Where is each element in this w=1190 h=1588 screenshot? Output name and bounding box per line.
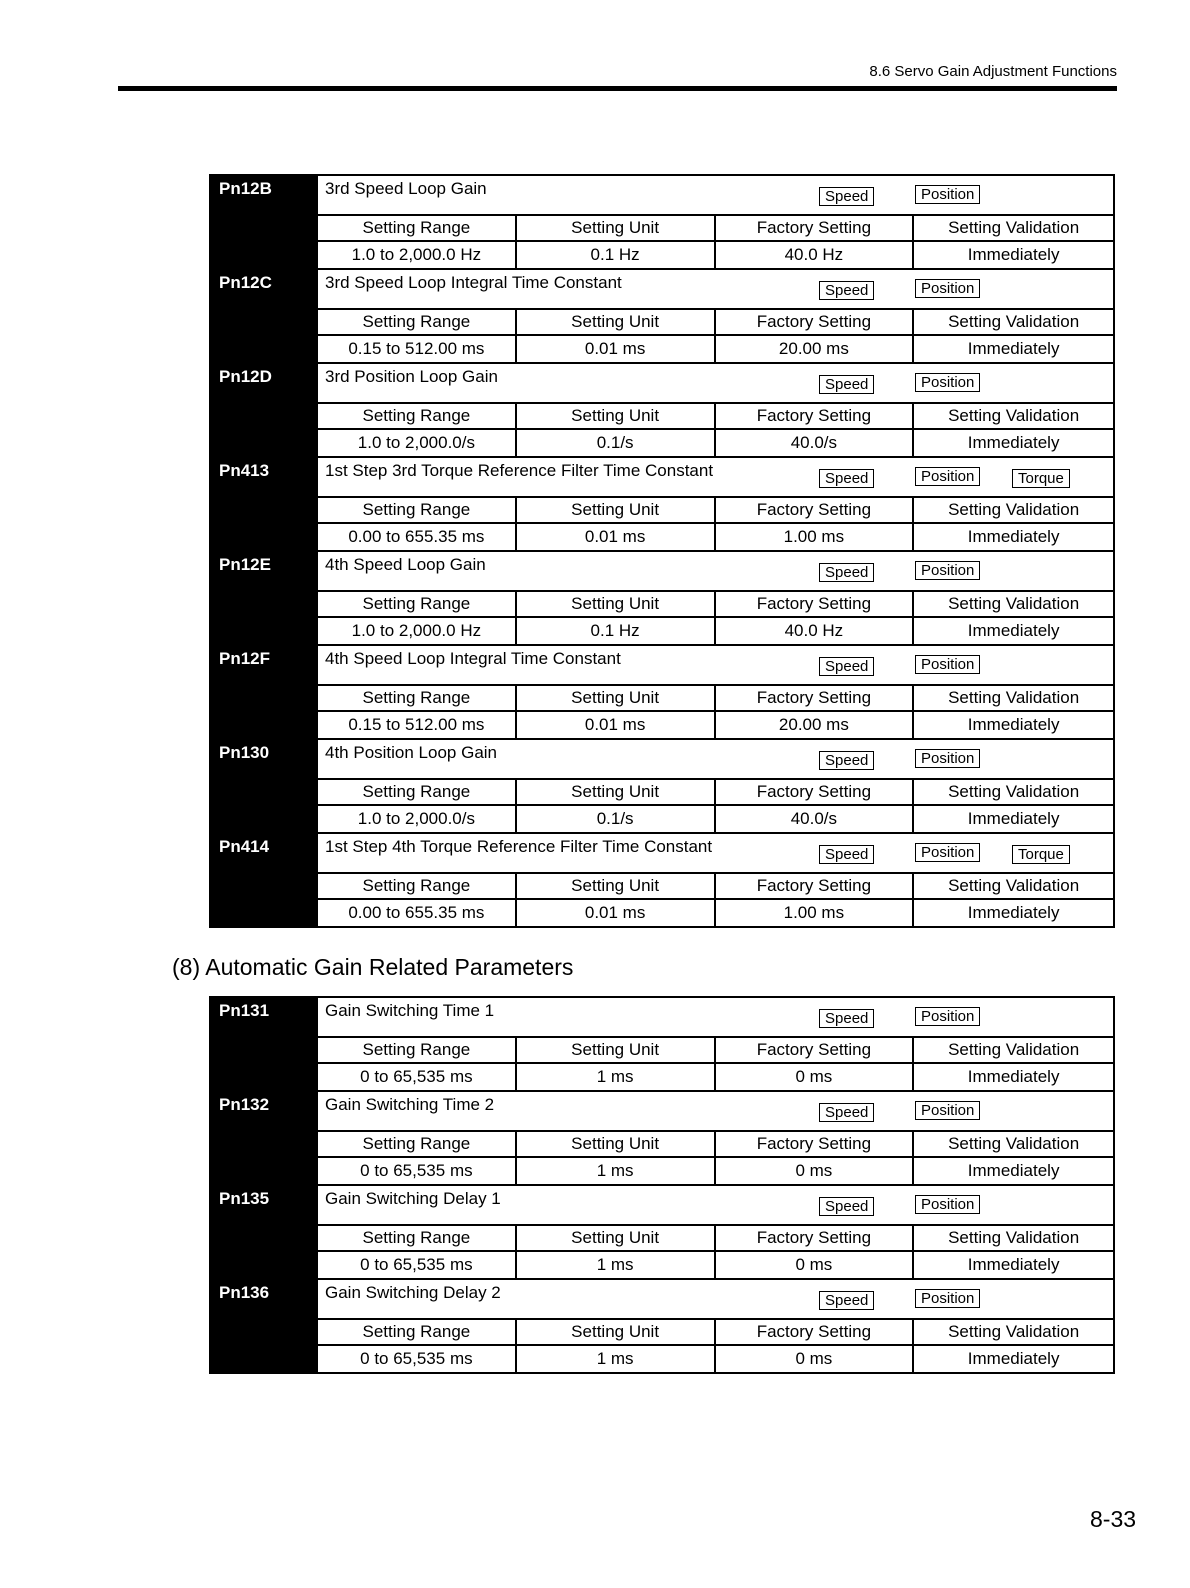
setting-validation-value: Immediately — [967, 621, 1060, 640]
parameter-title-row — [318, 998, 1113, 1038]
column-header-row — [318, 686, 1113, 712]
setting-range-value: 0.00 to 655.35 ms — [318, 900, 517, 926]
setting-unit-value: 1 ms — [517, 1064, 716, 1090]
speed-badge: Speed — [819, 187, 874, 206]
position-badge: Position — [915, 1195, 980, 1214]
setting-range-value: 0.15 to 512.00 ms — [318, 336, 517, 362]
value-row — [318, 1064, 1113, 1090]
column-header-row — [318, 1132, 1113, 1158]
parameter-number: Pn12C — [211, 270, 318, 362]
column-header: Setting Validation — [948, 782, 1080, 801]
setting-range-value: 0 to 65,535 ms — [318, 1252, 517, 1278]
parameter-entry — [211, 458, 1113, 552]
setting-range-value: 1.0 to 2,000.0 Hz — [318, 618, 517, 644]
setting-range-value: 0 to 65,535 ms — [318, 1158, 517, 1184]
position-badge: Position — [915, 279, 980, 298]
parameter-number: Pn135 — [211, 1186, 318, 1278]
column-header: Factory Setting — [716, 1226, 915, 1250]
parameter-entry — [211, 740, 1113, 834]
column-header: Factory Setting — [716, 686, 915, 710]
factory-setting-value: 20.00 ms — [716, 336, 915, 362]
column-header: Factory Setting — [716, 404, 915, 428]
parameter-title-row — [318, 176, 1113, 216]
parameter-title: 3rd Speed Loop Integral Time Constant — [325, 273, 622, 292]
parameter-number: Pn414 — [211, 834, 318, 926]
column-header-row — [318, 1226, 1113, 1252]
setting-unit-value: 0.1 Hz — [517, 618, 716, 644]
parameter-entry — [211, 1092, 1113, 1186]
parameter-title-row — [318, 458, 1113, 498]
section-heading: (8) Automatic Gain Related Parameters — [172, 954, 574, 980]
column-header: Setting Range — [318, 498, 517, 522]
column-header: Setting Validation — [948, 1322, 1080, 1341]
parameter-number: Pn132 — [211, 1092, 318, 1184]
column-header-row — [318, 498, 1113, 524]
parameter-title-row — [318, 1186, 1113, 1226]
position-badge: Position — [915, 749, 980, 768]
column-header: Setting Range — [318, 1226, 517, 1250]
factory-setting-value: 40.0 Hz — [716, 242, 915, 268]
value-row — [318, 712, 1113, 738]
column-header: Setting Unit — [517, 592, 716, 616]
column-header: Setting Unit — [517, 1320, 716, 1344]
column-header: Setting Range — [318, 780, 517, 804]
parameter-body — [318, 458, 1113, 550]
position-badge: Position — [915, 843, 980, 862]
parameter-title-row — [318, 1280, 1113, 1320]
setting-range-value: 0.00 to 655.35 ms — [318, 524, 517, 550]
parameter-title: 4th Speed Loop Integral Time Constant — [325, 649, 621, 668]
column-header: Setting Unit — [517, 780, 716, 804]
parameter-title: Gain Switching Delay 1 — [325, 1189, 501, 1208]
parameter-entry — [211, 176, 1113, 270]
parameter-title: 3rd Position Loop Gain — [325, 367, 498, 386]
column-header-row — [318, 780, 1113, 806]
factory-setting-value: 1.00 ms — [716, 524, 915, 550]
parameter-title-row — [318, 270, 1113, 310]
column-header: Factory Setting — [716, 1038, 915, 1062]
column-header-row — [318, 310, 1113, 336]
running-head: 8.6 Servo Gain Adjustment Functions — [869, 63, 1117, 80]
position-badge: Position — [915, 1289, 980, 1308]
parameter-entry — [211, 1280, 1113, 1372]
parameter-number: Pn136 — [211, 1280, 318, 1372]
parameter-number: Pn413 — [211, 458, 318, 550]
value-row — [318, 806, 1113, 832]
factory-setting-value: 40.0/s — [716, 430, 915, 456]
factory-setting-value: 0 ms — [716, 1346, 915, 1372]
value-row — [318, 524, 1113, 550]
parameter-body — [318, 552, 1113, 644]
column-header: Setting Validation — [948, 218, 1080, 237]
parameter-body — [318, 834, 1113, 926]
parameter-title: 1st Step 4th Torque Reference Filter Time Constant — [325, 837, 713, 856]
parameter-body — [318, 270, 1113, 362]
setting-validation-value: Immediately — [967, 339, 1060, 358]
factory-setting-value: 1.00 ms — [716, 900, 915, 926]
setting-range-value: 0 to 65,535 ms — [318, 1346, 517, 1372]
column-header: Factory Setting — [716, 592, 915, 616]
column-header-row — [318, 1038, 1113, 1064]
value-row — [318, 1346, 1113, 1372]
column-header-row — [318, 1320, 1113, 1346]
column-header: Setting Unit — [517, 404, 716, 428]
column-header: Setting Unit — [517, 1038, 716, 1062]
column-header: Setting Validation — [948, 406, 1080, 425]
column-header: Setting Validation — [948, 876, 1080, 895]
parameter-number: Pn12D — [211, 364, 318, 456]
parameter-body — [318, 1092, 1113, 1184]
position-badge: Position — [915, 185, 980, 204]
column-header: Setting Unit — [517, 686, 716, 710]
factory-setting-value: 0 ms — [716, 1252, 915, 1278]
parameter-table-2 — [209, 996, 1115, 1374]
parameter-number: Pn131 — [211, 998, 318, 1090]
setting-unit-value: 0.1/s — [517, 430, 716, 456]
parameter-entry — [211, 646, 1113, 740]
parameter-body — [318, 740, 1113, 832]
column-header: Setting Validation — [948, 688, 1080, 707]
setting-unit-value: 0.1 Hz — [517, 242, 716, 268]
parameter-entry — [211, 552, 1113, 646]
parameter-title-row — [318, 552, 1113, 592]
parameter-title: 4th Position Loop Gain — [325, 743, 498, 762]
parameter-entry — [211, 998, 1113, 1092]
setting-range-value: 1.0 to 2,000.0 Hz — [318, 242, 517, 268]
column-header: Setting Range — [318, 1038, 517, 1062]
column-header-row — [318, 592, 1113, 618]
position-badge: Position — [915, 1101, 980, 1120]
setting-unit-value: 0.1/s — [517, 806, 716, 832]
parameter-body — [318, 364, 1113, 456]
setting-validation-value: Immediately — [967, 715, 1060, 734]
setting-range-value: 0 to 65,535 ms — [318, 1064, 517, 1090]
setting-unit-value: 1 ms — [517, 1252, 716, 1278]
column-header-row — [318, 404, 1113, 430]
value-row — [318, 430, 1113, 456]
parameter-number: Pn12B — [211, 176, 318, 268]
setting-validation-value: Immediately — [967, 1349, 1060, 1368]
setting-validation-value: Immediately — [967, 1255, 1060, 1274]
parameter-title: Gain Switching Time 1 — [325, 1001, 495, 1020]
parameter-title: Gain Switching Time 2 — [325, 1095, 495, 1114]
speed-badge: Speed — [819, 845, 874, 864]
parameter-body — [318, 176, 1113, 268]
column-header: Setting Range — [318, 1320, 517, 1344]
setting-unit-value: 1 ms — [517, 1346, 716, 1372]
column-header: Setting Range — [318, 404, 517, 428]
factory-setting-value: 0 ms — [716, 1158, 915, 1184]
column-header: Setting Unit — [517, 874, 716, 898]
column-header: Setting Validation — [948, 500, 1080, 519]
parameter-number: Pn12F — [211, 646, 318, 738]
position-badge: Position — [915, 373, 980, 392]
position-badge: Position — [915, 1007, 980, 1026]
parameter-title-row — [318, 834, 1113, 874]
parameter-title: Gain Switching Delay 2 — [325, 1283, 501, 1302]
setting-validation-value: Immediately — [967, 527, 1060, 546]
value-row — [318, 618, 1113, 644]
setting-unit-value: 0.01 ms — [517, 524, 716, 550]
column-header: Factory Setting — [716, 310, 915, 334]
value-row — [318, 336, 1113, 362]
position-badge: Position — [915, 561, 980, 580]
column-header: Setting Unit — [517, 1132, 716, 1156]
column-header: Setting Range — [318, 592, 517, 616]
parameter-number: Pn130 — [211, 740, 318, 832]
value-row — [318, 1252, 1113, 1278]
speed-badge: Speed — [819, 281, 874, 300]
parameter-body — [318, 646, 1113, 738]
column-header: Setting Validation — [948, 312, 1080, 331]
column-header: Setting Unit — [517, 310, 716, 334]
column-header: Factory Setting — [716, 1132, 915, 1156]
speed-badge: Speed — [819, 375, 874, 394]
parameter-number: Pn12E — [211, 552, 318, 644]
column-header: Setting Validation — [948, 1040, 1080, 1059]
setting-unit-value: 0.01 ms — [517, 336, 716, 362]
header-rule — [118, 86, 1117, 91]
speed-badge: Speed — [819, 1009, 874, 1028]
speed-badge: Speed — [819, 1197, 874, 1216]
page-number: 8-33 — [1090, 1506, 1137, 1532]
parameter-entry — [211, 834, 1113, 926]
setting-range-value: 1.0 to 2,000.0/s — [318, 806, 517, 832]
setting-validation-value: Immediately — [967, 245, 1060, 264]
column-header: Setting Unit — [517, 498, 716, 522]
setting-validation-value: Immediately — [967, 1067, 1060, 1086]
speed-badge: Speed — [819, 469, 874, 488]
speed-badge: Speed — [819, 1103, 874, 1122]
parameter-title: 4th Speed Loop Gain — [325, 555, 486, 574]
column-header: Setting Validation — [948, 594, 1080, 613]
parameter-entry — [211, 270, 1113, 364]
column-header: Factory Setting — [716, 780, 915, 804]
value-row — [318, 1158, 1113, 1184]
factory-setting-value: 40.0/s — [716, 806, 915, 832]
setting-unit-value: 1 ms — [517, 1158, 716, 1184]
parameter-table-1 — [209, 174, 1115, 928]
parameter-title: 1st Step 3rd Torque Reference Filter Time Constant — [325, 461, 714, 480]
setting-validation-value: Immediately — [967, 1161, 1060, 1180]
column-header: Factory Setting — [716, 216, 915, 240]
parameter-title-row — [318, 1092, 1113, 1132]
factory-setting-value: 40.0 Hz — [716, 618, 915, 644]
setting-range-value: 0.15 to 512.00 ms — [318, 712, 517, 738]
parameter-body — [318, 1186, 1113, 1278]
column-header: Setting Range — [318, 1132, 517, 1156]
parameter-entry — [211, 1186, 1113, 1280]
setting-unit-value: 0.01 ms — [517, 712, 716, 738]
column-header: Setting Unit — [517, 1226, 716, 1250]
parameter-title-row — [318, 364, 1113, 404]
value-row — [318, 242, 1113, 268]
column-header: Factory Setting — [716, 874, 915, 898]
torque-badge: Torque — [1012, 469, 1070, 488]
setting-validation-value: Immediately — [967, 433, 1060, 452]
speed-badge: Speed — [819, 1291, 874, 1310]
parameter-entry — [211, 364, 1113, 458]
speed-badge: Speed — [819, 751, 874, 770]
parameter-body — [318, 1280, 1113, 1372]
factory-setting-value: 20.00 ms — [716, 712, 915, 738]
column-header: Setting Range — [318, 216, 517, 240]
column-header: Setting Range — [318, 310, 517, 334]
parameter-title-row — [318, 740, 1113, 780]
column-header: Setting Range — [318, 874, 517, 898]
column-header-row — [318, 216, 1113, 242]
position-badge: Position — [915, 655, 980, 674]
setting-range-value: 1.0 to 2,000.0/s — [318, 430, 517, 456]
parameter-title-row — [318, 646, 1113, 686]
parameter-title: 3rd Speed Loop Gain — [325, 179, 487, 198]
parameter-body — [318, 998, 1113, 1090]
speed-badge: Speed — [819, 657, 874, 676]
column-header: Setting Unit — [517, 216, 716, 240]
column-header: Setting Validation — [948, 1134, 1080, 1153]
column-header: Factory Setting — [716, 498, 915, 522]
position-badge: Position — [915, 467, 980, 486]
column-header: Setting Range — [318, 686, 517, 710]
column-header: Setting Validation — [948, 1228, 1080, 1247]
setting-unit-value: 0.01 ms — [517, 900, 716, 926]
speed-badge: Speed — [819, 563, 874, 582]
setting-validation-value: Immediately — [967, 903, 1060, 922]
factory-setting-value: 0 ms — [716, 1064, 915, 1090]
torque-badge: Torque — [1012, 845, 1070, 864]
column-header: Factory Setting — [716, 1320, 915, 1344]
setting-validation-value: Immediately — [967, 809, 1060, 828]
column-header-row — [318, 874, 1113, 900]
value-row — [318, 900, 1113, 926]
